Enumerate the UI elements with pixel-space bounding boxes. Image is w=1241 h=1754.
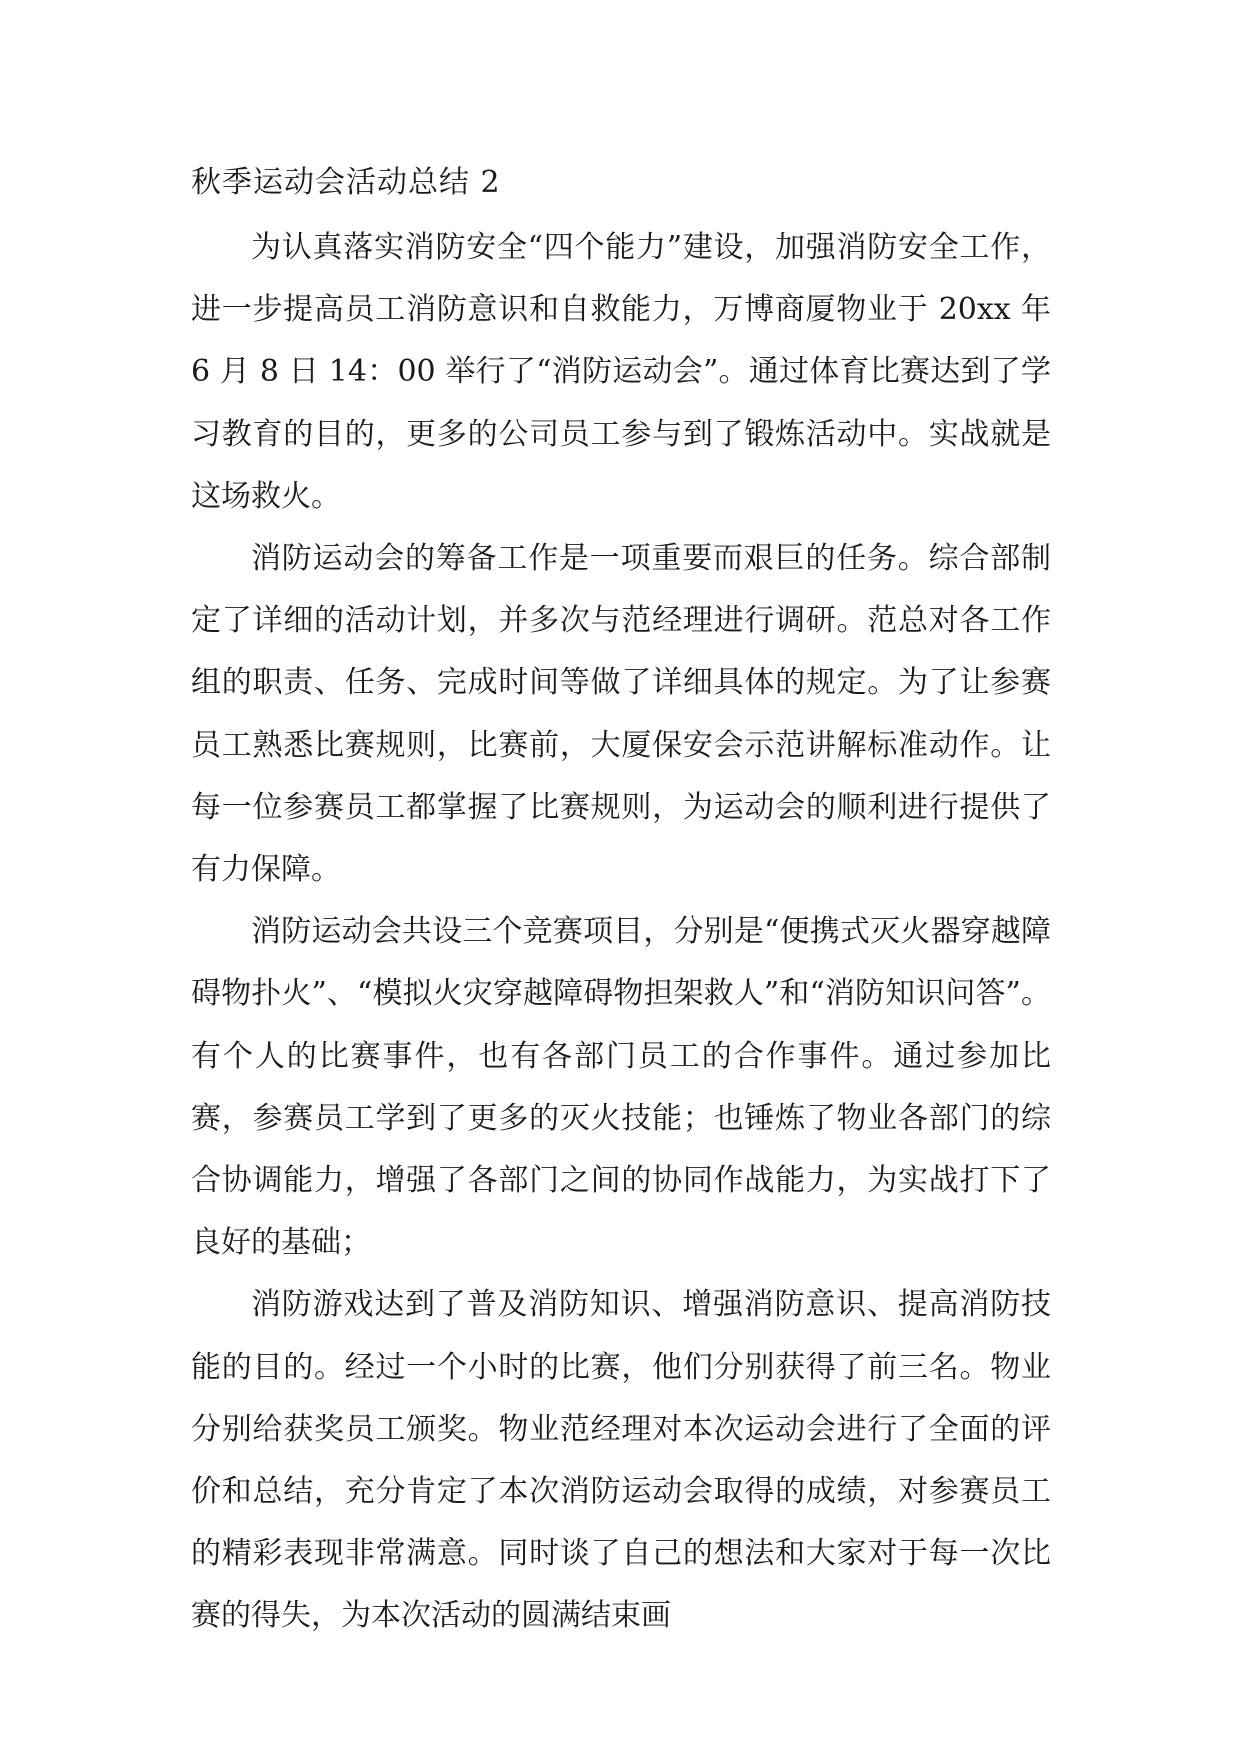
paragraph-3: 消防运动会共设三个竞赛项目，分别是“便携式灭火器穿越障碍物扑火”、“模拟火灾穿越障碍物担架救人”和“消防知识问答”。有个人的比赛事件，也有各部门员工的合作事件。通过参加比赛，参赛员工学到了更多的灭火技能；也锤炼了物业各部门的综合协调能力，增强了各部门之间的协同作战能力，为实战打下了良好的基础； [191, 914, 1051, 1261]
paragraph-2: 消防运动会的筹备工作是一项重要而艰巨的任务。综合部制定了详细的活动计划，并多次与范经理进行调研。范总对各工作组的职责、任务、完成时间等做了详细具体的规定。为了让参赛员工熟悉比赛规则，比赛前，大厦保安会示范讲解标准动作。让每一位参赛员工都掌握了比赛规则，为运动会的顺利进行提供了有力保障。 [191, 541, 1051, 888]
document-title: 秋季运动会活动总结 2 [191, 165, 501, 200]
paragraph-4: 消防游戏达到了普及消防知识、增强消防意识、提高消防技能的目的。经过一个小时的比赛，他们分别获得了前三名。物业分别给获奖员工颁奖。物业范经理对本次运动会进行了全面的评价和总结，充分肯定了本次消防运动会取得的成绩，对参赛员工的精彩表现非常满意。同时谈了自己的想法和大家对于每一次比赛的得失，为本次活动的圆满结束画 [191, 1287, 1051, 1634]
document-body [191, 217, 1051, 1648]
paragraph-1: 为认真落实消防安全“四个能力”建设，加强消防安全工作，进一步提高员工消防意识和自救能力，万博商厦物业于 20xx 年 6 月 8 日 14：00 举行了“消防运动会”。通过体育比赛达到了学习教育的目的，更多的公司员工参与到了锻炼活动中。实战就是这场救火。 [191, 230, 1051, 514]
